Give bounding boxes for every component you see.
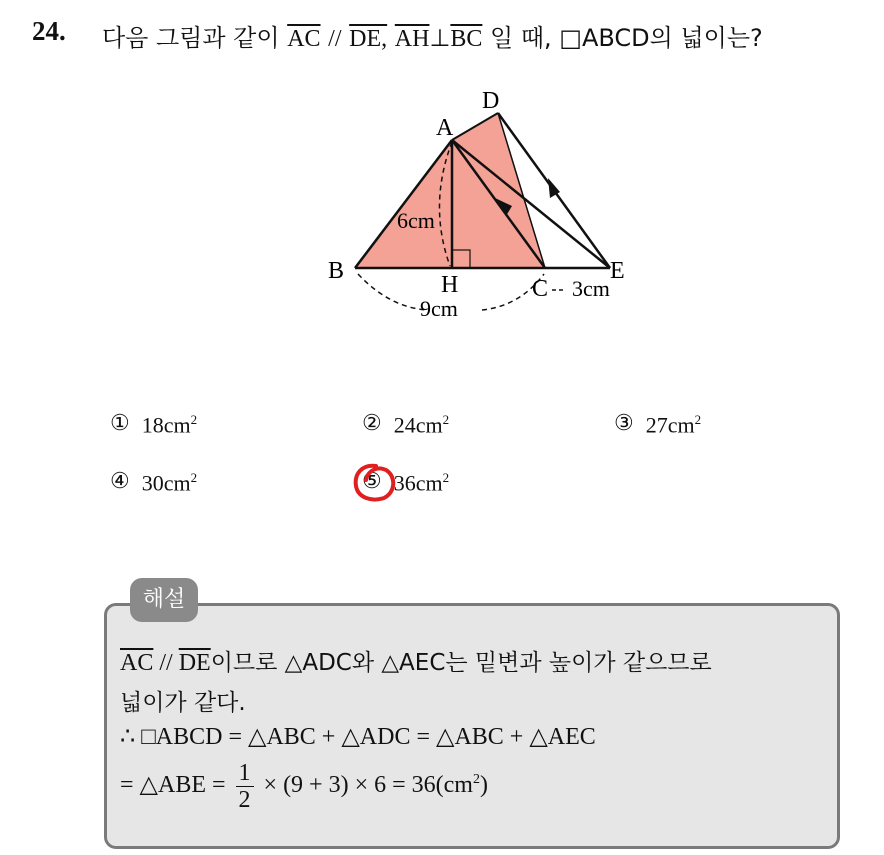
solution-line-4: = △ABE = $\frac{1}{2}$ × $(9 + 3) \times 6 = 36(cm^2)$ <box>120 760 488 813</box>
question-pre: 다음 그림과 같이 <box>102 24 280 52</box>
choice-number: ⑤ <box>362 468 382 494</box>
question-post: 일 때, □ABCD의 넓이는? <box>490 24 763 52</box>
question-text <box>102 18 763 53</box>
solution-line-1: $\overline{AC} // \overline{DE}$이므로 △ADC와 △AEC는 밑변과 높이가 같으므로 <box>120 650 712 676</box>
choice-number: ③ <box>614 410 634 436</box>
label-b: B <box>328 258 345 284</box>
ce-label: 3cm <box>572 276 610 301</box>
choice-number: ① <box>110 410 130 436</box>
label-e: E <box>610 258 625 284</box>
solution-line-2: 넓이가 같다. <box>120 690 246 716</box>
parallel-symbol: // <box>328 26 342 52</box>
segment-ah: $\overline{AH}$ <box>394 26 430 52</box>
answer-circle-mark <box>350 460 402 506</box>
choice-2[interactable]: ② $24cm^2$ <box>362 410 450 438</box>
label-a: A <box>436 115 454 141</box>
perpendicular-symbol: ⊥ <box>429 26 451 52</box>
label-d: D <box>482 88 500 114</box>
geometry-figure <box>320 80 640 320</box>
solution-tag: 해설 <box>130 578 198 622</box>
choice-3[interactable]: ③ $27cm^2$ <box>614 410 702 438</box>
question-number: 24. <box>32 16 66 46</box>
segment-bc: $\overline{BC}$ <box>450 26 483 52</box>
fraction-half: $\frac{1}{2}$ <box>236 760 254 813</box>
base-label: 9cm <box>420 296 458 320</box>
label-h: H <box>441 272 459 298</box>
choice-number: ④ <box>110 468 130 494</box>
label-c: C <box>532 276 549 302</box>
choice-1[interactable]: ① $18cm^2$ <box>110 410 198 438</box>
choice-number: ② <box>362 410 382 436</box>
height-label: 6cm <box>397 208 435 233</box>
segment-de: DE, <box>349 26 388 52</box>
solution-line-3: ∴ □ABCD = △ABC + △ADC = △ABC + △AEC <box>120 724 596 750</box>
segment-ac: $\overline{AC}$ <box>287 26 321 52</box>
choice-4[interactable]: ④ $30cm^2$ <box>110 468 198 496</box>
choice-5[interactable]: ⑤ $36cm^2$ <box>362 468 450 496</box>
